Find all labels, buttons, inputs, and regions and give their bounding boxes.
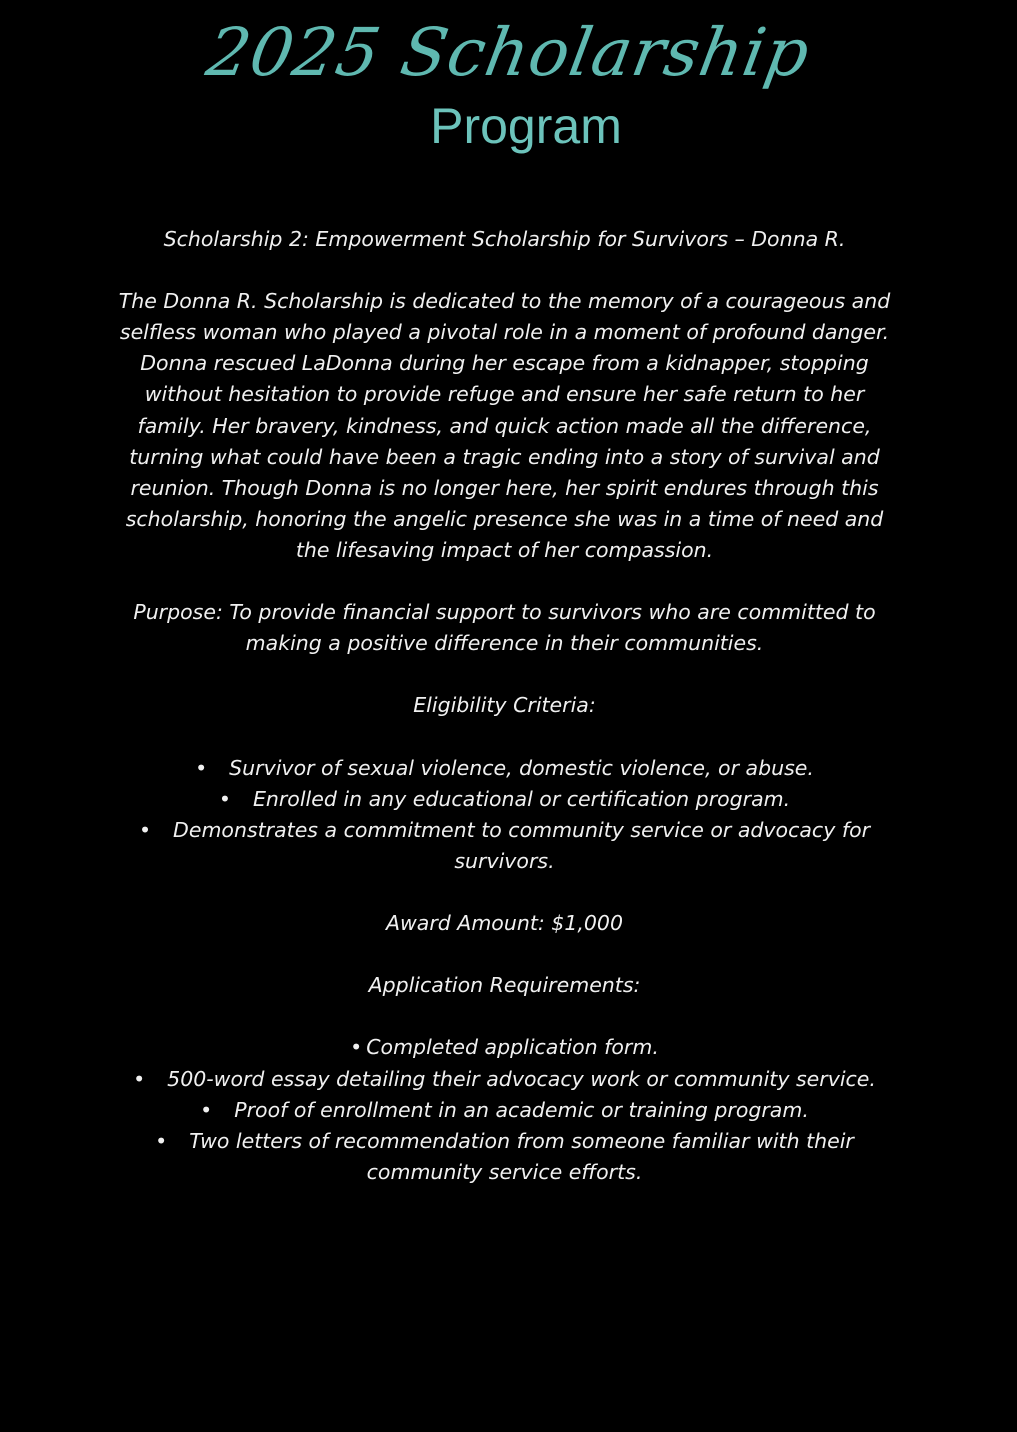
bullet-icon: • xyxy=(218,786,231,811)
bullet-icon: • xyxy=(350,1035,363,1060)
bullet-icon: • xyxy=(138,817,152,842)
bullet-icon: • xyxy=(133,1066,146,1091)
bullet-icon: • xyxy=(155,1128,168,1153)
bullet-icon: • xyxy=(195,755,208,780)
requirements-heading: Application Requirements: xyxy=(368,973,641,998)
program-subtitle: Program xyxy=(430,98,622,154)
list-item: • Demonstrates a commitment to community service or advocacy for survivors. xyxy=(108,815,901,877)
scholarship-purpose: Purpose: To provide financial support to survivors who are committed to making a positive difference in their communities. xyxy=(133,600,876,656)
script-title: 2025 Scholarship xyxy=(201,14,816,91)
list-item: • Two letters of recommendation from someone familiar with their community service efforts. xyxy=(108,1126,901,1188)
scholarship-content xyxy=(108,224,901,1188)
list-item: • 500-word essay detailing their advocacy work or community service. xyxy=(108,1064,901,1095)
list-item: • Enrolled in any educational or certification program. xyxy=(108,784,901,815)
scholarship-description: The Donna R. Scholarship is dedicated to the memory of a courageous and selfless woman who played a pivotal role in a moment of profound danger. Donna rescued LaDonna during her escape from a kidnapper, stopping without hesitation to provide refuge and ensure her safe return to her family. Her bravery, kindness, and quick action made all the difference, turning what could have been a tragic ending into a story of survival and reunion. Though Donna is no longer here, her spirit endures through this scholarship, honoring the angelic presence she was in a time of need and the lifesaving impact of her compassion. xyxy=(118,289,891,562)
award-amount: Award Amount: $1,000 xyxy=(385,911,624,936)
list-item: • Proof of enrollment in an academic or training program. xyxy=(108,1095,901,1126)
list-item: • Completed application form. xyxy=(108,1032,901,1063)
eligibility-list xyxy=(108,753,901,877)
requirements-list xyxy=(108,1032,901,1187)
list-item: • Survivor of sexual violence, domestic violence, or abuse. xyxy=(108,753,901,784)
eligibility-heading: Eligibility Criteria: xyxy=(413,693,596,718)
scholarship-heading: Scholarship 2: Empowerment Scholarship for Survivors – Donna R. xyxy=(163,227,846,251)
bullet-icon: • xyxy=(200,1097,213,1122)
